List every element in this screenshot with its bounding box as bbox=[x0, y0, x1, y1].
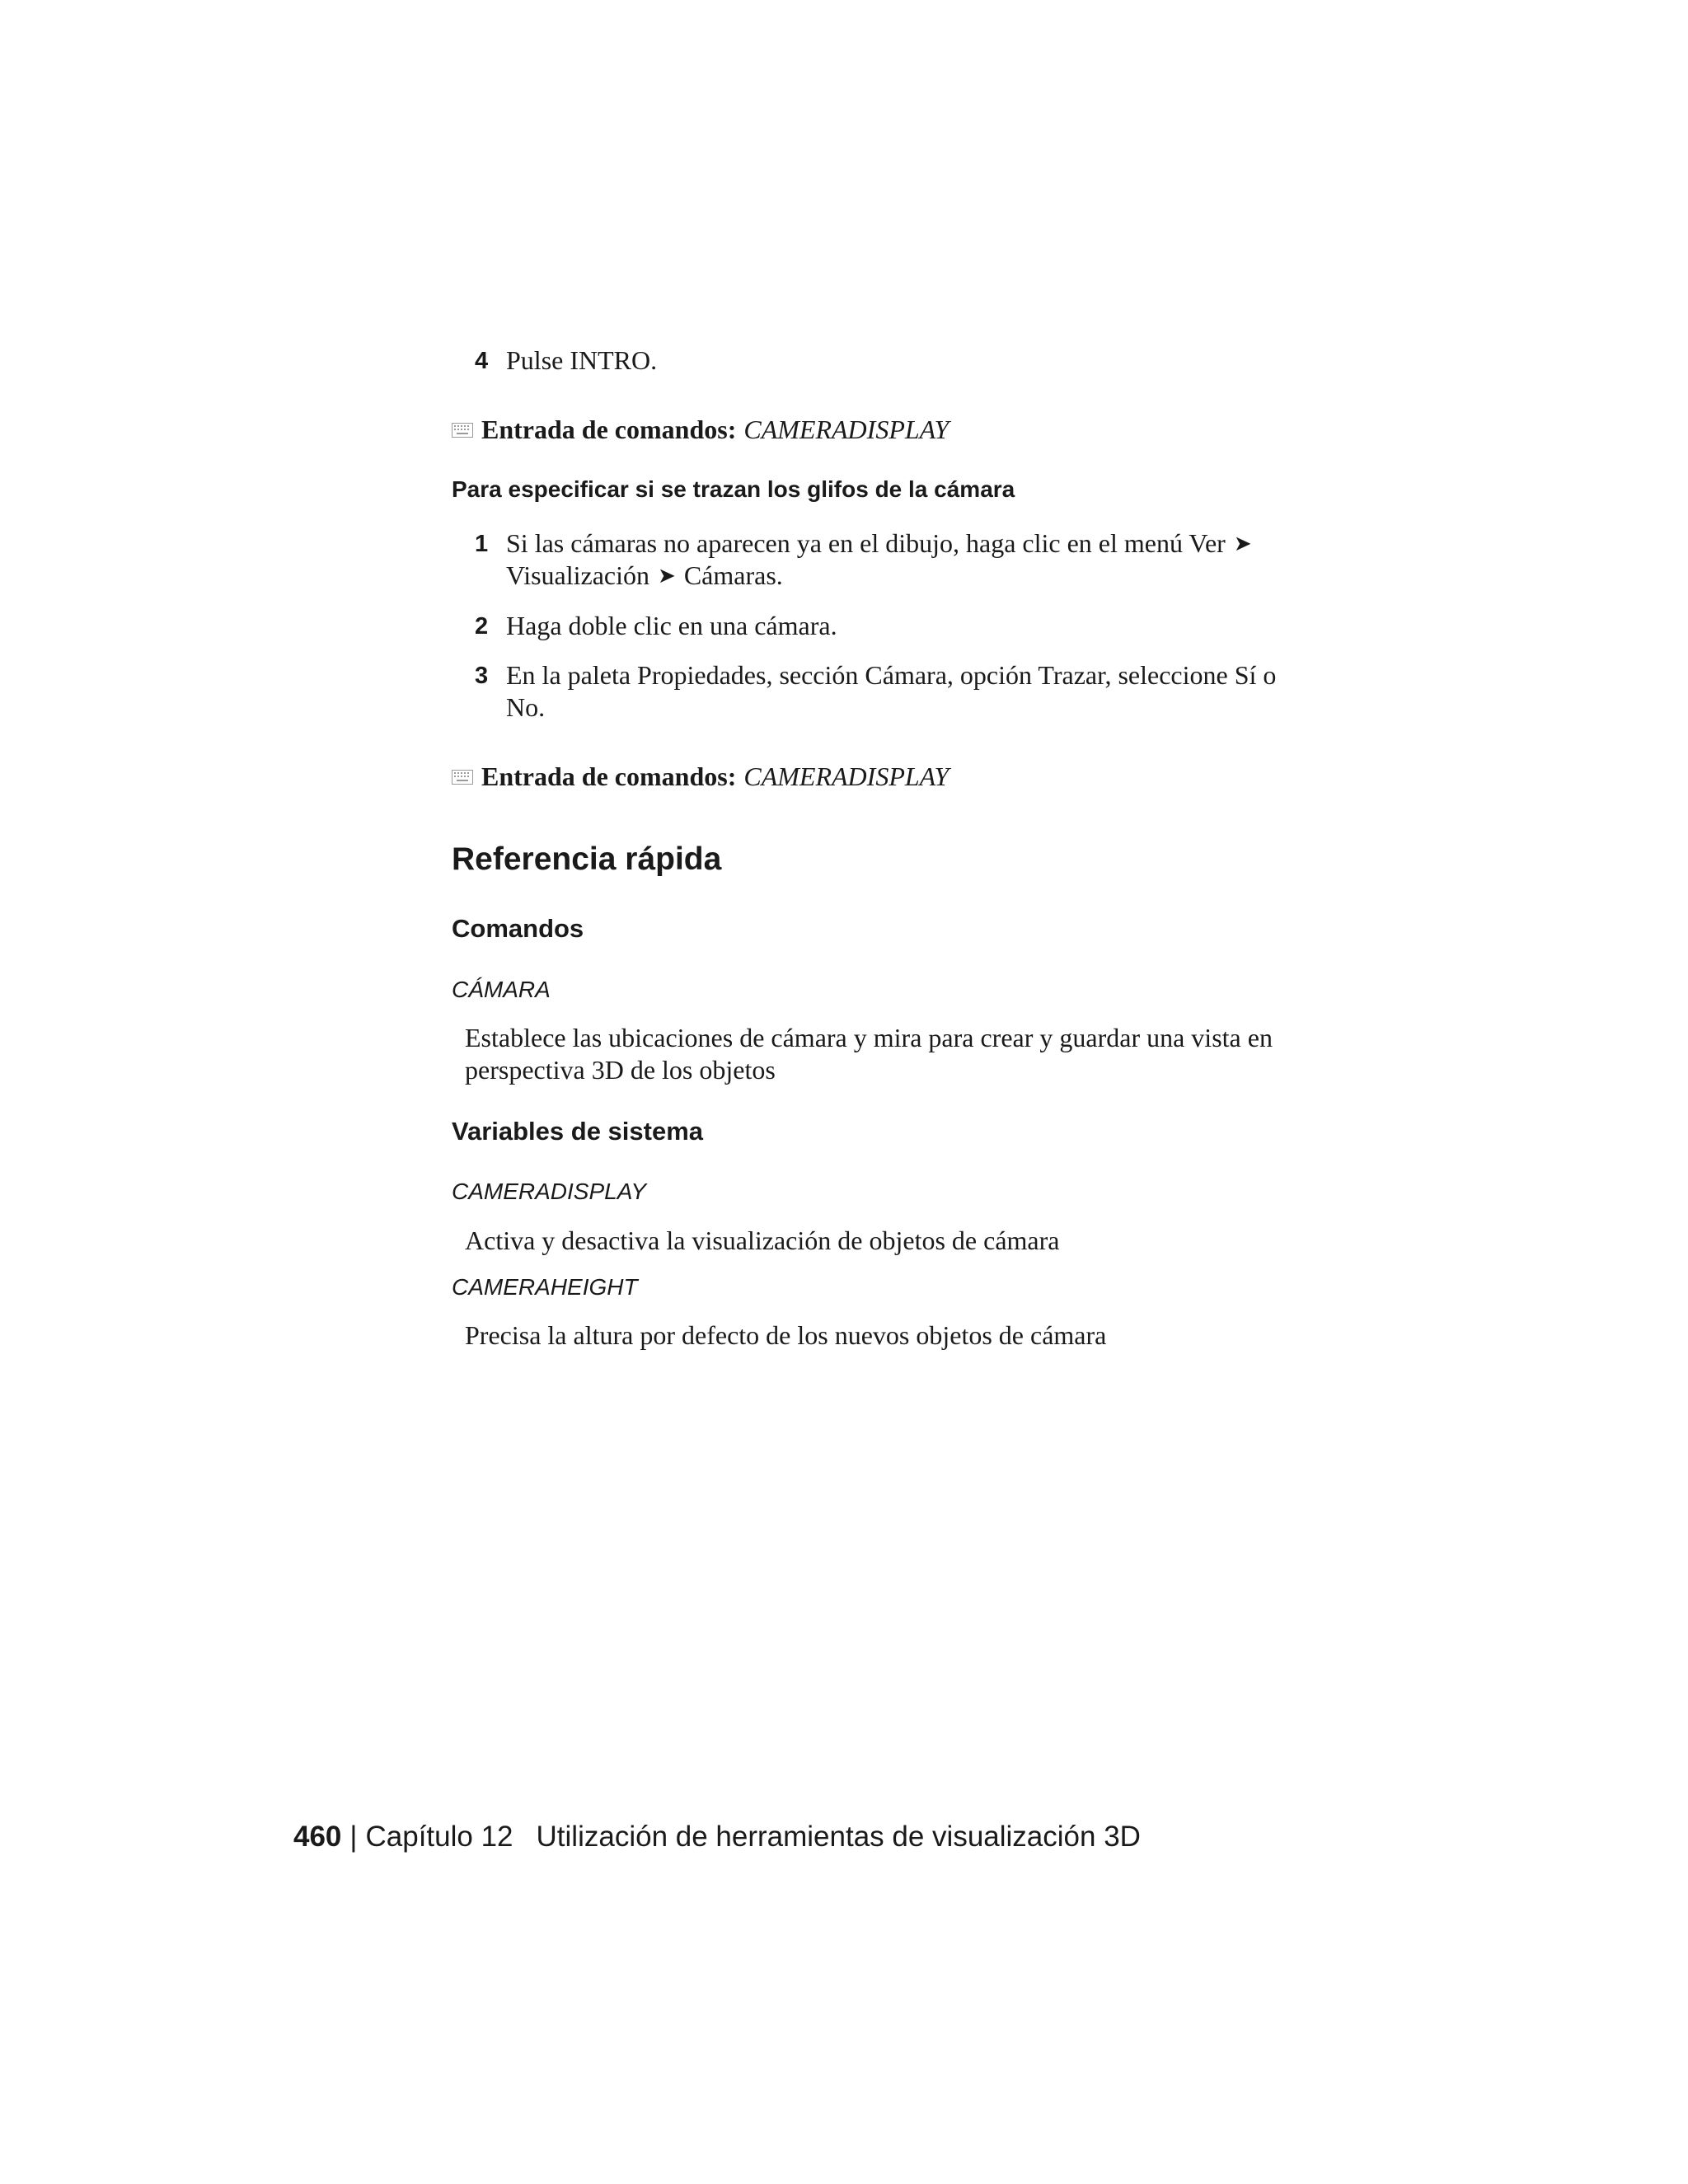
page-number: 460 bbox=[293, 1821, 342, 1853]
command-entry-value: CAMERADISPLAY bbox=[743, 762, 950, 791]
command-entry-2 bbox=[452, 761, 1342, 793]
step-2 bbox=[452, 610, 1342, 643]
page-footer bbox=[293, 1820, 1141, 1854]
step-text: Haga doble clic en una cámara. bbox=[506, 611, 837, 640]
quick-reference-title: Referencia rápida bbox=[452, 841, 722, 877]
footer-separator: | bbox=[349, 1821, 358, 1853]
menu-arrow-icon: ➤ bbox=[1233, 532, 1252, 555]
commands-heading: Comandos bbox=[452, 914, 584, 943]
command-entry-label: Entrada de comandos: bbox=[481, 762, 737, 791]
menu-arrow-icon: ➤ bbox=[658, 564, 676, 588]
command-entry-1 bbox=[452, 414, 1342, 446]
command-term-camara: CÁMARA bbox=[452, 977, 551, 1002]
command-entry-label: Entrada de comandos: bbox=[481, 415, 737, 444]
step-1 bbox=[452, 527, 1342, 592]
step-number: 1 bbox=[475, 531, 489, 557]
procedure-heading: Para especificar si se trazan los glifos de la cámara bbox=[452, 476, 1015, 502]
step-text: Si las cámaras no aparecen ya en el dibujo, haga clic en el menú Ver ➤ Visualización ➤ Cámaras. bbox=[506, 528, 1252, 590]
sysvar-term-cameraheight: CAMERAHEIGHT bbox=[452, 1274, 638, 1300]
sysvar-term-cameradisplay: CAMERADISPLAY bbox=[452, 1179, 646, 1204]
step-text: Pulse INTRO. bbox=[506, 345, 658, 375]
keyboard-icon bbox=[452, 770, 473, 785]
sysvar-description-cameradisplay: Activa y desactiva la visualización de objetos de cámara bbox=[465, 1226, 1060, 1255]
step-number: 2 bbox=[475, 613, 489, 640]
step-4 bbox=[452, 344, 1342, 377]
step-number: 3 bbox=[475, 663, 489, 689]
keyboard-icon bbox=[452, 423, 473, 438]
chapter-title: Utilización de herramientas de visualización 3D bbox=[536, 1821, 1141, 1853]
step-text: En la paleta Propiedades, sección Cámara, opción Trazar, seleccione Sí o No. bbox=[506, 660, 1277, 722]
sysvar-description-cameraheight: Precisa la altura por defecto de los nuevos objetos de cámara bbox=[465, 1320, 1107, 1350]
step-3 bbox=[452, 659, 1342, 724]
command-entry-value: CAMERADISPLAY bbox=[743, 415, 950, 444]
step-number: 4 bbox=[475, 348, 489, 374]
chapter-label: Capítulo 12 bbox=[365, 1821, 513, 1853]
command-description-camara: Establece las ubicaciones de cámara y mira para crear y guardar una vista en perspectiva 3D de los objetos bbox=[465, 1023, 1273, 1085]
sysvars-heading: Variables de sistema bbox=[452, 1117, 704, 1146]
